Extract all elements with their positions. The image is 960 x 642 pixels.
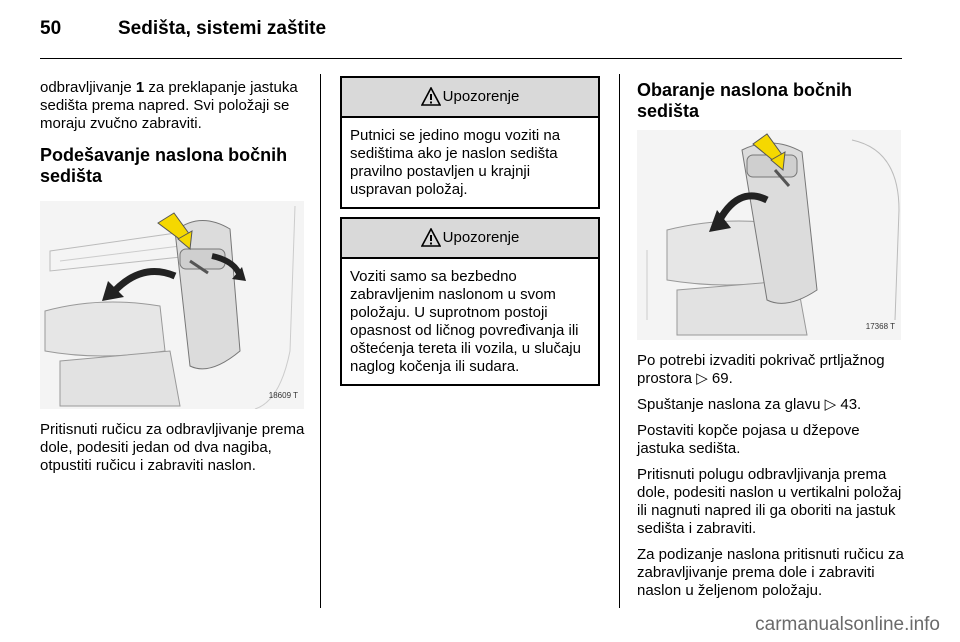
warning-text: Voziti samo sa bezbedno zabravljenim naslonom u svom položaju. U suprotnom postoji opasnost od ličnog povređivanja ili oštećenja tereta ili vozila, u slučaju naglog kočenja ili sudara. — [350, 268, 581, 375]
step-release-lever: Pritisnuti polugu odbravljivanja prema dole, podesiti naslon u vertikalni položaj ili nagnuti napred ili ga oboriti na jastuk sedišta i zabraviti. — [637, 466, 902, 537]
adjust-instructions: Pritisnuti ručicu za odbravljivanje prema dole, podesiti jedan od dva nagiba, otpustiti ručicu i zabraviti naslon. — [40, 421, 305, 474]
column-right — [637, 80, 905, 608]
header-divider — [40, 58, 902, 59]
step-belt-buckles: Postaviti kopče pojasa u džepove jastuka sedišta. — [637, 422, 860, 457]
figure-reference: 17368 T — [865, 322, 895, 331]
step-cover: Po potrebi izvaditi pokrivač prtljažnog prostora ▷ 69. — [637, 352, 885, 387]
page-title: Sedišta, sistemi zaštite — [118, 18, 327, 39]
page-reference-link[interactable]: 69. — [711, 370, 733, 387]
warning-triangle-icon — [421, 228, 441, 248]
warning-title: Upozorenje — [442, 88, 520, 105]
step-raise-backrest: Za podizanje naslona pritisnuti ručicu za zabravljivanje prema dole i zabraviti naslon u željenom položaju. — [637, 546, 904, 599]
warning-header — [342, 219, 598, 259]
warning-title: Upozorenje — [442, 229, 520, 246]
page-reference-link[interactable]: 43. — [840, 396, 862, 413]
warning-text: Putnici se jedino mogu voziti na sedištima ako je naslon sedišta pravilno postavljen u krajnji uspravan položaj. — [350, 127, 561, 198]
intro-paragraph: odbravljivanje 1 za preklapanje jastuka sedišta prema napred. Svi položaji se moraju zvučno zabraviti. — [40, 79, 298, 132]
column-divider-1 — [320, 74, 321, 608]
column-left — [40, 79, 312, 475]
section-heading-fold: Obaranje naslona bočnih sedišta — [637, 80, 853, 121]
cross-reference-arrow-icon: ▷ — [824, 396, 837, 413]
seat-adjust-illustration — [40, 201, 304, 409]
item-number: 1 — [135, 79, 145, 96]
warning-triangle-icon — [421, 87, 441, 107]
seat-drawing — [637, 130, 901, 340]
warning-header — [342, 78, 598, 118]
warning-box-2 — [340, 217, 600, 386]
cross-reference-arrow-icon: ▷ — [696, 370, 708, 387]
column-divider-2 — [619, 74, 620, 608]
seat-fold-illustration — [637, 130, 901, 340]
warning-box-1 — [340, 76, 600, 209]
step-headrest: Spuštanje naslona za glavu ▷ 43. — [637, 396, 862, 413]
section-heading-adjust: Podešavanje naslona bočnih sedišta — [40, 145, 288, 186]
seat-drawing — [40, 201, 304, 409]
column-middle — [340, 76, 600, 394]
figure-reference: 18609 T — [268, 391, 298, 400]
page-number: 50 — [40, 18, 62, 39]
watermark: carmanualsonline.info — [755, 614, 940, 635]
page-header — [40, 18, 920, 58]
